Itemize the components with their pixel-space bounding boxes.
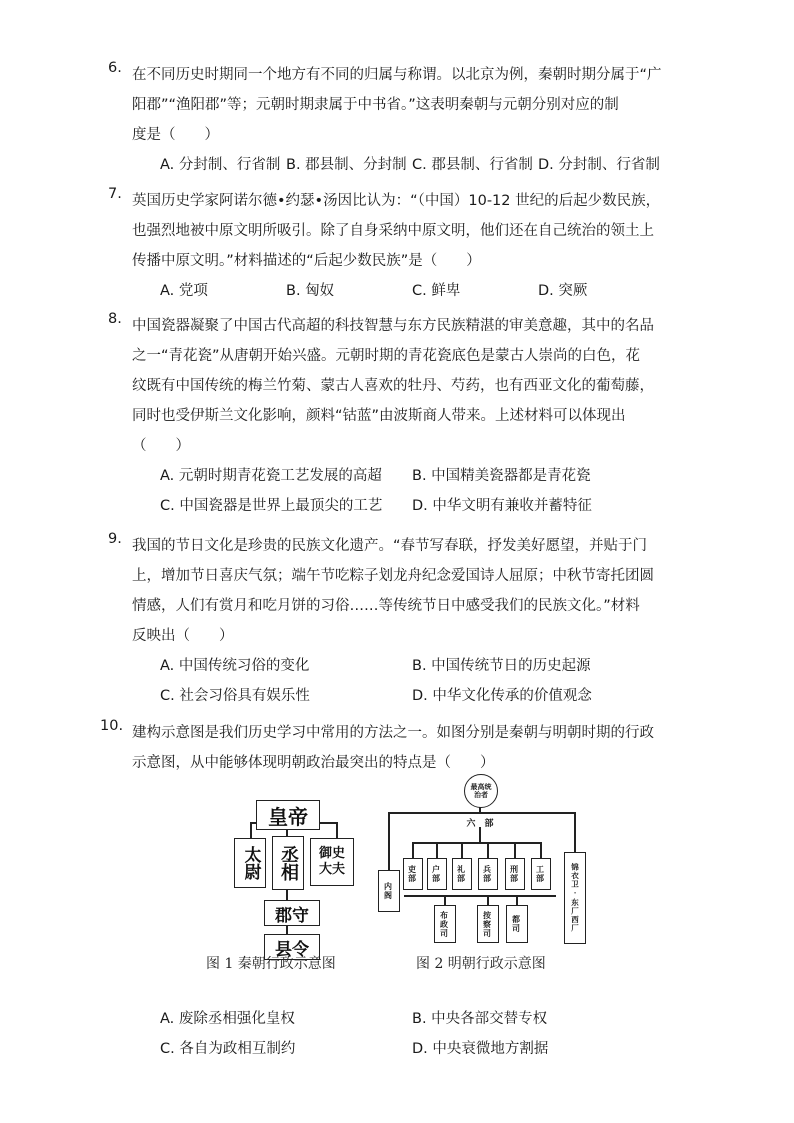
connector [574, 812, 576, 852]
connector [479, 827, 481, 842]
question-text-line: 阳郡”“渔阳郡”等；元朝时期隶属于中书省。”这表明秦朝与元朝分别对应的制 [132, 97, 619, 113]
question-number: 9. [108, 531, 122, 547]
question-8 [108, 311, 692, 521]
question-number: 8. [108, 311, 122, 327]
ruler-label: 最高统治者 [470, 781, 492, 799]
question-number: 7. [108, 186, 122, 202]
bu-label: 工部 [535, 865, 546, 883]
figure-1-caption: 图 1 秦朝行政示意图 [206, 956, 336, 972]
connector [412, 842, 414, 858]
bu-label: 兵部 [482, 865, 493, 883]
option-d[interactable]: D. 中华文化传承的价值观念 [412, 688, 592, 704]
connector [336, 822, 338, 838]
connector [444, 895, 446, 905]
option-c[interactable]: C. 鲜卑 [412, 283, 461, 299]
figure-qin-diagram [200, 780, 380, 980]
question-text-line: 英国历史学家阿诺尔德•约瑟•汤因比认为：“（中国）10-12 世纪的后起少数民族， [132, 193, 661, 209]
figure-ming-diagram [374, 780, 588, 950]
connector [436, 842, 438, 858]
option-d[interactable]: D. 中央衰微地方割据 [412, 1041, 549, 1057]
question-text-line: 纹既有中国传统的梅兰竹菊、蒙古人喜欢的牡丹、芍药，也有西亚文化的葡萄藤， [132, 378, 654, 394]
junshou-label: 郡守 [275, 905, 309, 926]
options-row [132, 276, 692, 306]
option-d[interactable]: D. 中华文明有兼收并蓄特征 [412, 498, 592, 514]
question-10-options [132, 1004, 692, 1064]
options-row [132, 461, 692, 491]
neige-label: 内阁 [383, 882, 394, 900]
question-text-line: 中国瓷器凝聚了中国古代高超的科技智慧与东方民族精湛的审美意趣，其中的名品 [132, 318, 654, 334]
connector [388, 812, 576, 814]
figure-2-caption: 图 2 明朝行政示意图 [416, 956, 546, 972]
bu-label: 礼部 [456, 865, 467, 883]
sub-box-ancha [477, 905, 499, 943]
question-number: 10. [100, 718, 124, 734]
bu-box-lii [452, 858, 472, 890]
liubu-label: 六 部 [466, 818, 494, 829]
sub-label: 布政司 [439, 910, 450, 938]
question-text-line: 情感，人们有赏月和吃月饼的习俗……等传统节日中感受我们的民族文化。”材料 [132, 598, 640, 614]
question-text-line: 我国的节日文化是珍贵的民族文化遗产。“春节写春联，抒发美好愿望，并贴于门 [132, 538, 648, 554]
option-d[interactable]: D. 突厥 [538, 283, 588, 299]
connector [250, 822, 252, 838]
bu-box-gong [531, 858, 551, 890]
bu-box-xing [505, 858, 525, 890]
option-a[interactable]: A. 党项 [160, 283, 208, 299]
options-row [132, 491, 692, 521]
liubu-box [396, 816, 564, 828]
connector [412, 842, 542, 844]
question-9 [108, 531, 692, 711]
yushi-box [310, 838, 354, 886]
question-7 [108, 186, 692, 306]
yushi-label: 御史大夫 [318, 845, 345, 877]
taiwei-label: 太尉 [240, 846, 261, 880]
chengxiang-label: 丞相 [278, 845, 299, 881]
connector [514, 842, 516, 858]
connector [388, 812, 390, 870]
question-6 [108, 60, 692, 180]
taiwei-box [234, 838, 266, 888]
option-b[interactable]: B. 郡县制、分封制 [286, 157, 407, 173]
question-text-line: 在不同历史时期同一个地方有不同的归属与称谓。以北京为例，秦朝时期分属于“广 [132, 67, 662, 83]
bu-box-hu [427, 858, 447, 890]
sub-box-dusi [506, 905, 528, 943]
question-text-line: 建构示意图是我们历史学习中常用的方法之一。如图分别是秦朝与明朝时期的行政 [132, 725, 654, 741]
bu-label: 吏部 [407, 865, 418, 883]
jinyiwei-label: 锦衣卫·东厂西厂 [570, 863, 580, 933]
option-d[interactable]: D. 分封制、行省制 [538, 157, 660, 173]
option-a[interactable]: A. 元朝时期青花瓷工艺发展的高超 [160, 468, 382, 484]
question-number: 6. [108, 60, 122, 76]
jinyiwei-box [564, 852, 586, 944]
question-text-line: 度是（ ） [132, 127, 219, 143]
question-text-line: 也强烈地被中原文明所吸引。除了自身采纳中原文明，他们还在自己统治的领土上 [132, 223, 654, 239]
bu-label: 户部 [431, 865, 442, 883]
chengxiang-box [272, 836, 304, 890]
connector [540, 842, 542, 858]
ruler-box [464, 774, 498, 808]
question-10 [100, 718, 692, 778]
neige-box [378, 870, 400, 912]
option-a[interactable]: A. 中国传统习俗的变化 [160, 658, 310, 674]
sub-label: 都司 [511, 915, 522, 933]
question-text-line: 示意图，从中能够体现明朝政治最突出的特点是（ ） [132, 755, 495, 771]
junshou-box [264, 900, 320, 926]
option-b[interactable]: B. 匈奴 [286, 283, 335, 299]
xianling-label: 县令 [275, 939, 309, 960]
option-a[interactable]: A. 分封制、行省制 [160, 157, 281, 173]
options-row [132, 681, 692, 711]
question-text-line: 同时也受伊斯兰文化影响，颜料“钴蓝”由波斯商人带来。上述材料可以体现出 [132, 408, 626, 424]
option-c[interactable]: C. 社会习俗具有娱乐性 [160, 688, 310, 704]
bu-box-li [403, 858, 423, 890]
connector [461, 842, 463, 858]
option-b[interactable]: B. 中央各部交替专权 [412, 1011, 548, 1027]
options-row [132, 651, 692, 681]
bu-label: 刑部 [509, 865, 520, 883]
question-text-line: （ ） [132, 438, 190, 454]
question-text-line: 之一“青花瓷”从唐朝开始兴盛。元朝时期的青花瓷底色是蒙古人崇尚的白色，花 [132, 348, 641, 364]
connector [404, 895, 556, 897]
connector [516, 895, 518, 905]
question-text-line: 上，增加节日喜庆气氛；端午节吃粽子划龙舟纪念爱国诗人屈原；中秋节寄托团圆 [132, 568, 654, 584]
emperor-label: 皇帝 [268, 804, 308, 829]
option-b[interactable]: B. 中国精美瓷器都是青花瓷 [412, 468, 591, 484]
emperor-box [256, 800, 320, 830]
option-c[interactable]: C. 郡县制、行省制 [412, 157, 533, 173]
bu-box-bing [478, 858, 498, 890]
option-c[interactable]: C. 中国瓷器是世界上最顶尖的工艺 [160, 498, 383, 514]
options-row [132, 1034, 692, 1064]
option-c[interactable]: C. 各自为政相互制约 [160, 1041, 296, 1057]
option-a[interactable]: A. 废除丞相强化皇权 [160, 1011, 295, 1027]
connector [487, 895, 489, 905]
options-row [132, 150, 692, 180]
sub-label: 按察司 [482, 910, 493, 938]
option-b[interactable]: B. 中国传统节日的历史起源 [412, 658, 591, 674]
sub-box-buzheng [434, 905, 456, 943]
options-row [132, 1004, 692, 1034]
question-text-line: 反映出（ ） [132, 628, 234, 644]
connector [487, 842, 489, 858]
question-text-line: 传播中原文明。”材料描述的“后起少数民族”是（ ） [132, 253, 481, 269]
